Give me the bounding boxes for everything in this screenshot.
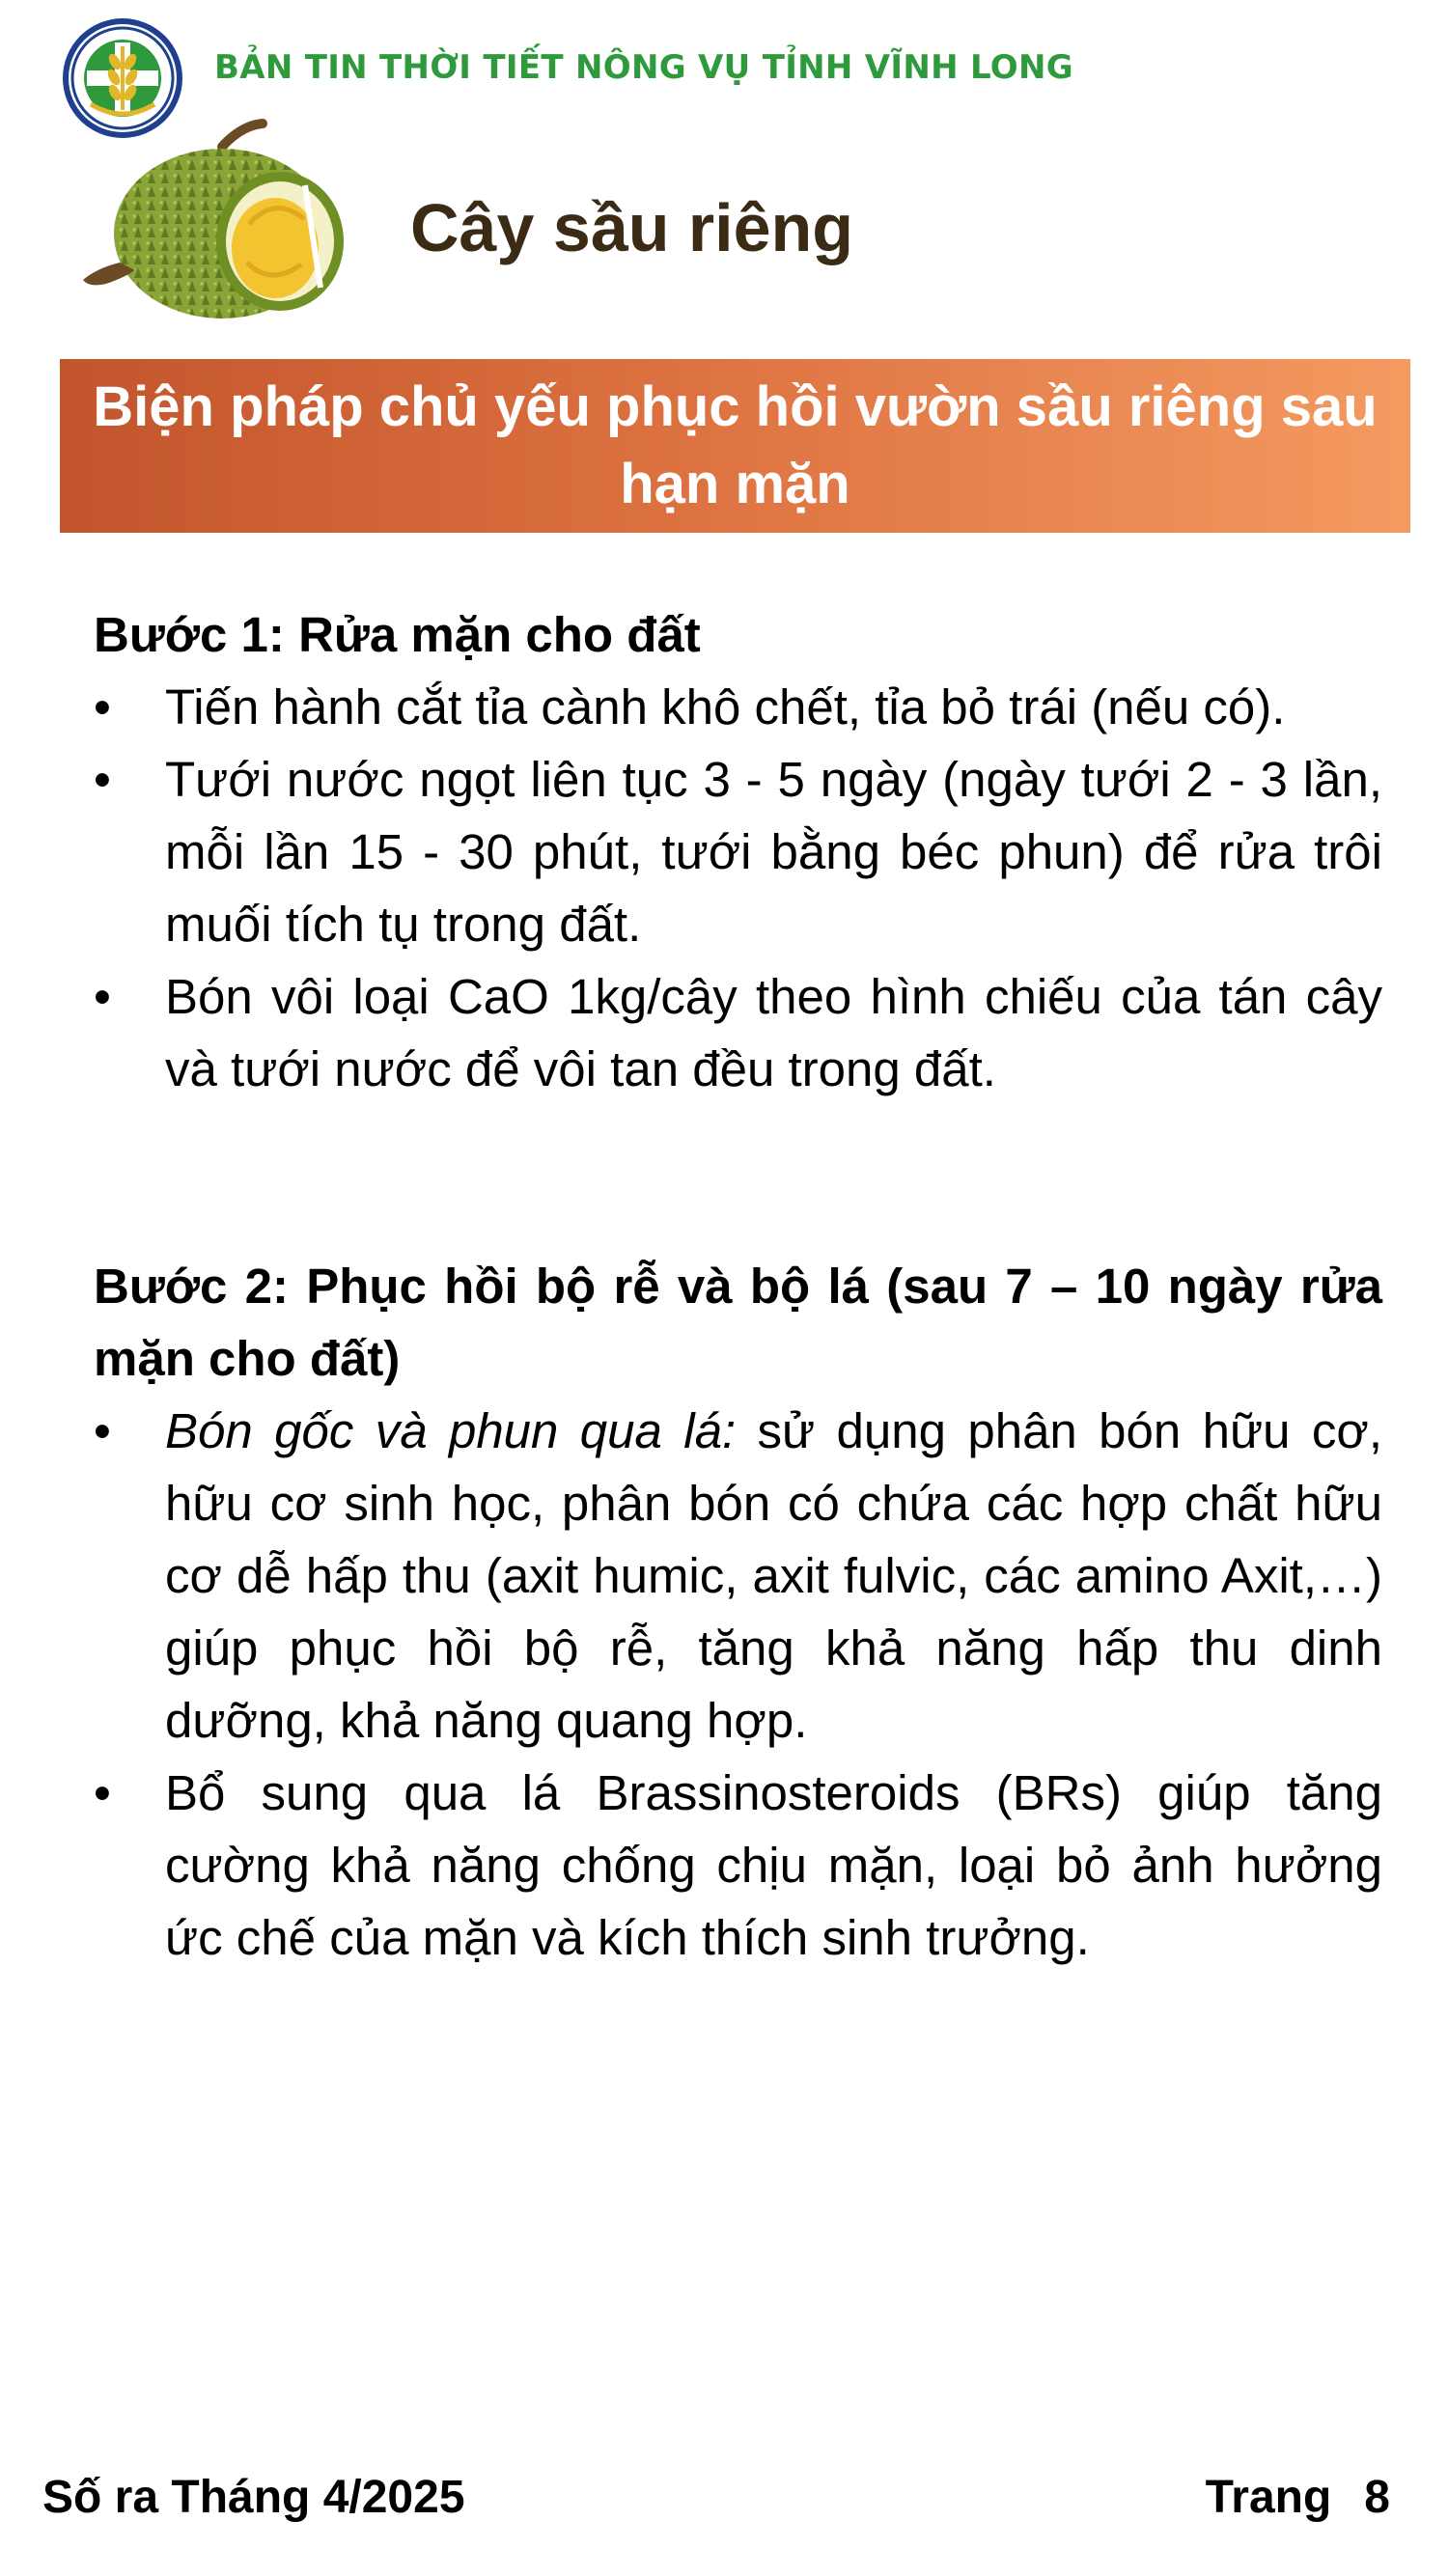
page-number: 8	[1364, 2472, 1390, 2523]
step-1	[94, 598, 1382, 1105]
list-item-text: sử dụng phân bón hữu cơ, hữu cơ sinh học, phân bón có chứa các hợp chất hữu cơ dễ hấp thu (axit humic, axit fulvic, các amino Axit,…) giúp phục hồi bộ rễ, tăng khả năng hấp thu dinh dưỡng, khả năng quang hợp.	[165, 1403, 1382, 1748]
list-item	[94, 960, 1382, 1105]
section-banner	[60, 359, 1410, 533]
step-2-heading: Bước 2: Phục hồi bộ rễ và bộ lá (sau 7 – 10 ngày rửa mặn cho đất)	[94, 1259, 1382, 1386]
banner-title: Biện pháp chủ yếu phục hồi vườn sầu riêng sau hạn mặn	[93, 375, 1378, 515]
list-item-text: Bổ sung qua lá Brassinosteroids (BRs) giúp tăng cường khả năng chống chịu mặn, loại bỏ ảnh hưởng ức chế của mặn và kích thích sinh trưởng.	[165, 1765, 1382, 1965]
bullet-icon: •	[94, 679, 111, 734]
list-item	[94, 671, 1382, 743]
crop-title: Cây sầu riêng	[410, 190, 854, 265]
page-label: Trang	[1205, 2472, 1332, 2523]
step-2-list	[94, 1395, 1382, 1974]
list-item-lead: Bón gốc và phun qua lá:	[165, 1403, 737, 1458]
durian-fruit-icon	[77, 118, 357, 335]
list-item	[94, 743, 1382, 960]
bullet-icon: •	[94, 1765, 111, 1820]
step-1-heading: Bước 1: Rửa mặn cho đất	[94, 607, 701, 662]
list-item-text: Bón vôi loại CaO 1kg/cây theo hình chiếu của tán cây và tưới nước để vôi tan đều trong đất.	[165, 969, 1382, 1096]
issue-label: Số ra Tháng 4/2025	[42, 2472, 465, 2523]
list-item	[94, 1395, 1382, 1757]
bullet-icon: •	[94, 969, 111, 1024]
page-indicator	[1206, 2471, 1390, 2524]
bullet-icon: •	[94, 1403, 111, 1458]
bulletin-title: BẢN TIN THỜI TIẾT NÔNG VỤ TỈNH VĨNH LONG	[214, 48, 1073, 87]
list-item-text: Tiến hành cắt tỉa cành khô chết, tỉa bỏ trái (nếu có).	[165, 679, 1286, 734]
step-1-list	[94, 671, 1382, 1105]
main-content	[94, 598, 1382, 1974]
bullet-icon: •	[94, 752, 111, 807]
list-item	[94, 1757, 1382, 1974]
step-2	[94, 1250, 1382, 1974]
list-item-text: Tưới nước ngọt liên tục 3 - 5 ngày (ngày tưới 2 - 3 lần, mỗi lần 15 - 30 phút, tưới bằng béc phun) để rửa trôi muối tích tụ trong đất.	[165, 752, 1382, 952]
